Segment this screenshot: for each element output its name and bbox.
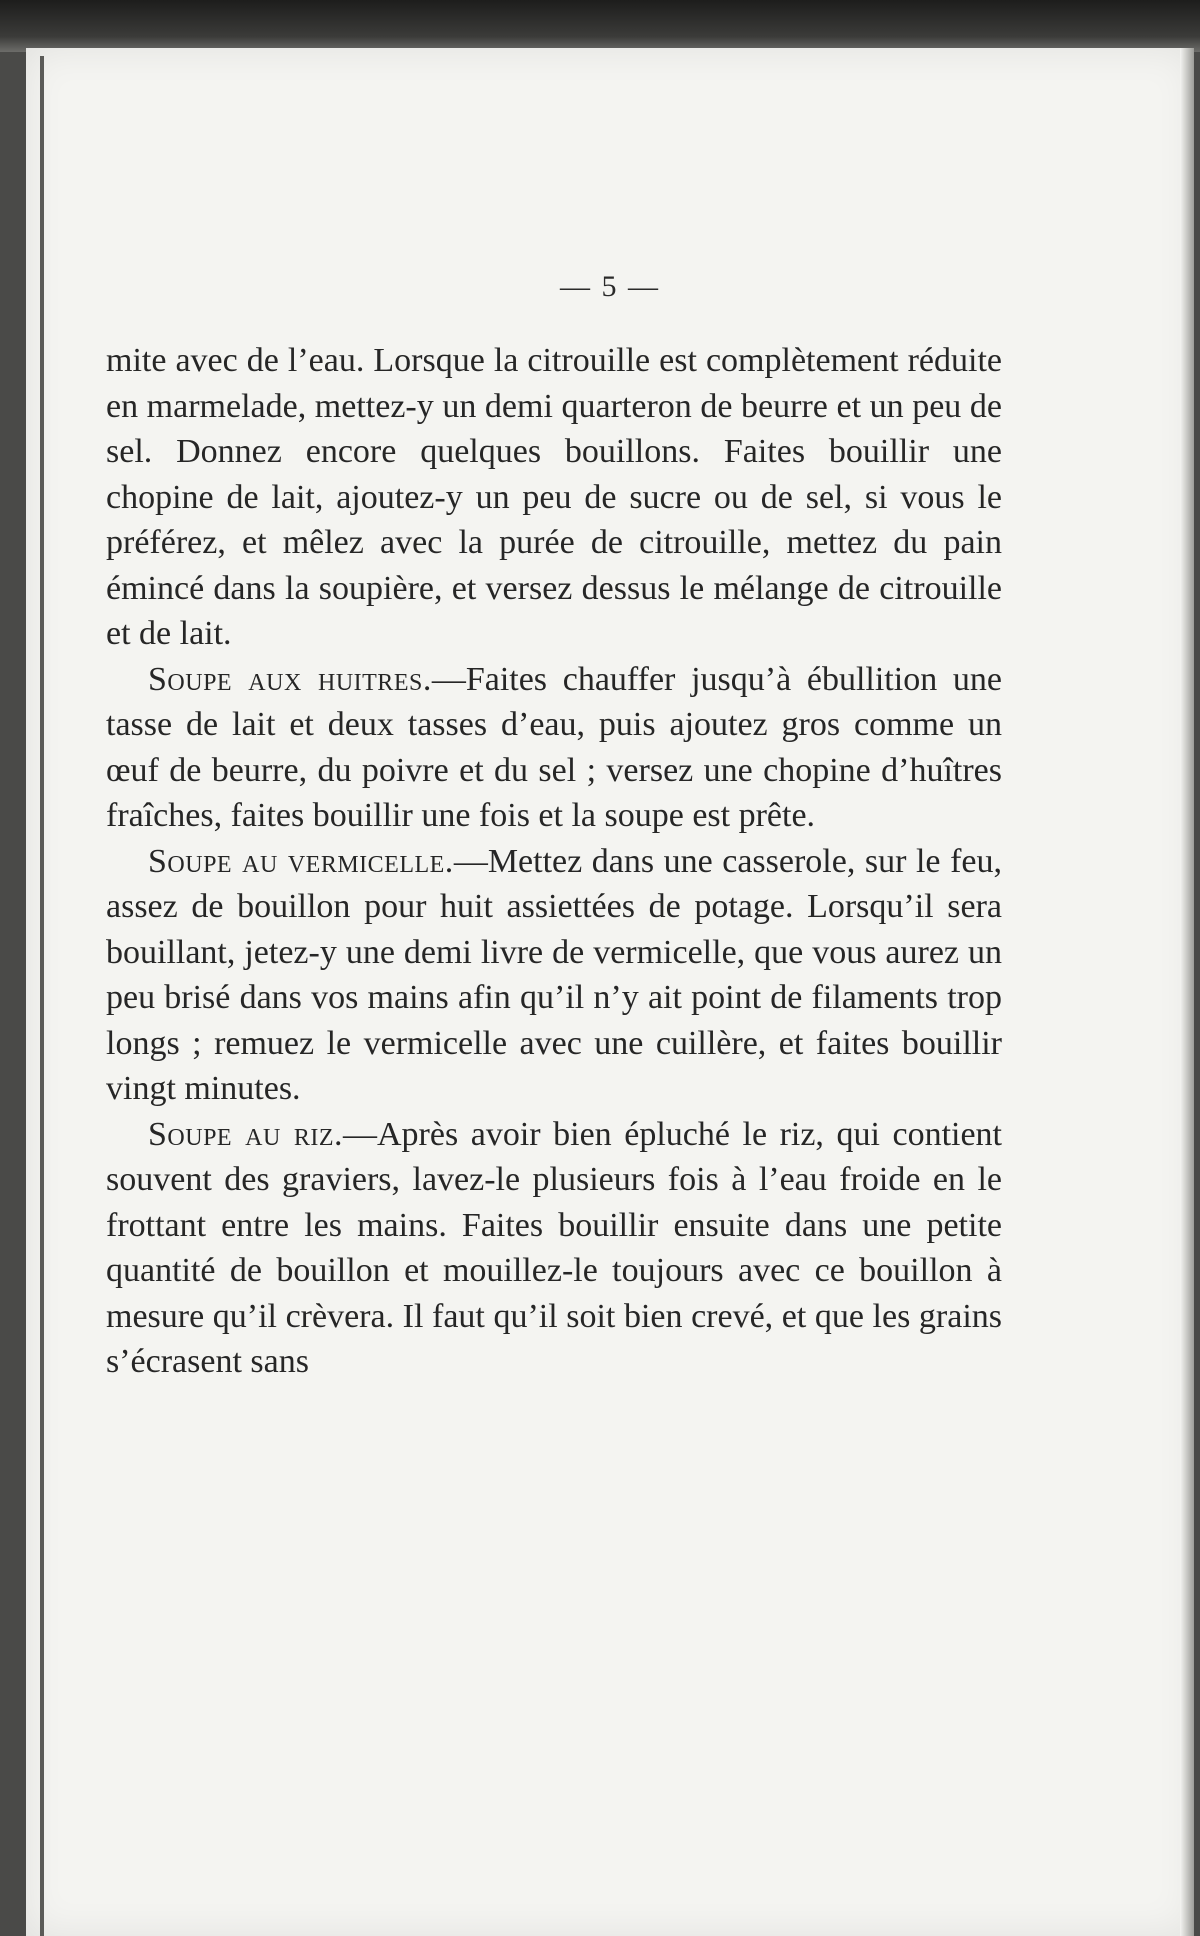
scan-top-edge [0,0,1200,52]
paragraph-text: —Après avoir bien épluché le riz, qui contient souvent des graviers, lavez-le plusieurs fois à l’eau froide en le frottant entre les mains. Faites bouillir ensuite dans une petite quantité de bouillon et mouillez-le toujours avec ce bouillon à mesure qu’il crèvera. Il faut qu’il soit bien crevé, et que les grains s’écrasent sans [106,1115,1002,1380]
paragraph-text: —Mettez dans une casserole, sur le feu, assez de bouillon pour huit assiettées de potage. Lorsqu’il sera bouillant, jetez-y une demi livre de vermicelle, que vous aurez un peu brisé dans vos mains afin qu’il n’y ait point de filaments trop longs ; remuez le vermicelle avec une cuillère, et faites bouillir vingt minutes. [106,842,1002,1107]
page-body-text [106,338,1002,1385]
page-binding-edge [40,56,44,1936]
paragraph-oyster-soup [106,657,1002,839]
recipe-heading-vermicelli-soup: Soupe au vermicelle. [148,842,454,880]
page-right-edge-shadow [1180,48,1194,1936]
paragraph-text: mite avec de l’eau. Lorsque la citrouille est complètement réduite en marmelade, mettez-y un demi quarteron de beurre et un peu de sel. Donnez encore quelques bouillons. Faites bouillir une chopine de lait, ajoutez-y un peu de sucre ou de sel, si vous le préférez, et mêlez avec la purée de citrouille, mettez du pain émincé dans la soupière, et versez dessus le mélange de citrouille et de lait. [106,342,1002,652]
paragraph-vermicelli-soup [106,839,1002,1112]
paragraph-text: —Faites chauffer jusqu’à ébullition une tasse de lait et deux tasses d’eau, puis ajoutez gros comme un œuf de beurre, du poivre et du sel ; versez une chopine d’huîtres fraîches, faites bouillir une fois et la soupe est prête. [106,660,1002,834]
paragraph-pumpkin-soup-continued [106,338,1002,657]
paragraph-rice-soup [106,1112,1002,1385]
recipe-heading-oyster-soup: Soupe aux huitres. [148,660,432,698]
book-page [26,48,1194,1936]
recipe-heading-rice-soup: Soupe au riz. [148,1115,343,1153]
page-number: — 5 — [560,270,660,303]
